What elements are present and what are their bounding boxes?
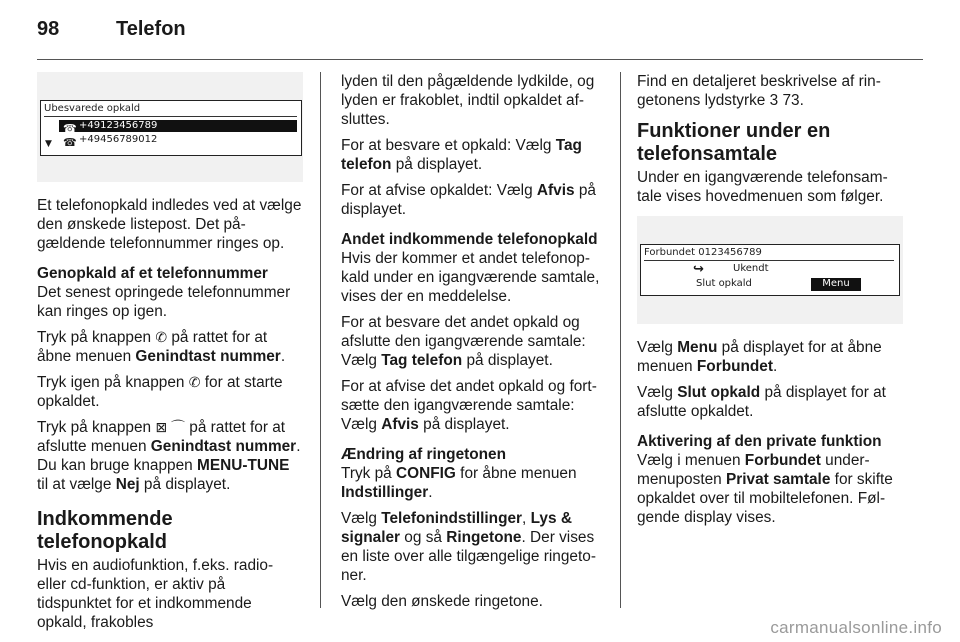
column-divider bbox=[620, 72, 621, 608]
paragraph: Det senest opringede telefonnummer kan ringes op igen. bbox=[37, 284, 291, 320]
paragraph: For at afvise opkaldet: Vælg Afvis på displayet. bbox=[341, 182, 596, 218]
paragraph: Vælg Slut opkald på displayet for at afslutte opkaldet. bbox=[637, 384, 886, 420]
paragraph: lyden til den pågældende lydkilde, og lyden er frakoblet, indtil opkaldet afsluttes. bbox=[341, 73, 595, 128]
paragraph: Tryk på knappen ⊠ ⌒ på rattet for at afslutte menuen Genindtast nummer. Du kan bruge knappen MENU-TUNE til at vælge Nej på displayet. bbox=[37, 419, 301, 493]
subheading: Ændring af ringetonen bbox=[341, 446, 507, 463]
paragraph: Hvis der kommer et andet telefonopkald under en igangværende samtale, vises der en meddelelse. bbox=[341, 250, 600, 305]
section-heading: Indkommende telefonopkald bbox=[37, 508, 173, 553]
page-number: 98 bbox=[37, 18, 60, 40]
menu-option-selected[interactable]: Menu bbox=[811, 278, 861, 291]
missed-call-icon: ☎ bbox=[63, 136, 77, 149]
paragraph: For at besvare et opkald: Vælg Tag telefon på displayet. bbox=[341, 137, 582, 173]
phone-button-icon: ✆ bbox=[188, 374, 201, 390]
display-heading: Ubesvarede opkald bbox=[44, 103, 141, 114]
subheading: Aktivering af den private funktion bbox=[637, 433, 882, 450]
paragraph: For at afvise det andet opkald og fortsætte den igangværende samtale: Vælg Afvis på displayet. bbox=[341, 378, 597, 433]
paragraph: Hvis en audiofunktion, f.eks. radio- eller cd-funktion, er aktiv på tidspunktet for et indkommende opkald, frakobles bbox=[37, 557, 274, 631]
paragraph: Find en detaljeret beskrivelse af ringetonens lydstyrke 3 73. bbox=[637, 73, 881, 109]
paragraph: Tryk på CONFIG for åbne menuen Indstillinger. bbox=[341, 465, 577, 501]
column-1 bbox=[37, 72, 303, 639]
list-item[interactable]: ☎ +49456789012 bbox=[59, 134, 297, 146]
column-divider bbox=[320, 72, 321, 608]
paragraph: For at besvare det andet opkald og afslutte den igangværende samtale: Vælg Tag telefon på displayet. bbox=[341, 314, 586, 369]
connected-call-display bbox=[637, 216, 903, 324]
paragraph: Vælg i menuen Forbundet undermenuposten Privat samtale for skifte opkaldet over til mobiltelefonen. Følgende display vises. bbox=[637, 452, 893, 526]
section-heading: Funktioner under en telefonsamtale bbox=[637, 120, 831, 165]
end-call-option[interactable]: Slut opkald bbox=[696, 278, 752, 289]
arrow-down-icon: ▼ bbox=[45, 139, 52, 149]
paragraph: Tryk igen på knappen ✆ for at starte opkaldet. bbox=[37, 374, 283, 410]
subheading: Genopkald af et telefonnummer bbox=[37, 265, 268, 282]
column-3 bbox=[637, 72, 905, 534]
paragraph: Tryk på knappen ✆ på rattet for at åbne menuen Genindtast nummer. bbox=[37, 329, 286, 365]
caller-name: Ukendt bbox=[733, 263, 769, 274]
paragraph: Vælg den ønskede ringetone. bbox=[341, 593, 543, 610]
phone-button-icon: ✆ bbox=[155, 329, 168, 345]
paragraph: Under en igangværende telefonsamtale vises hovedmenuen som følger. bbox=[637, 169, 888, 205]
missed-call-icon: ☎ bbox=[63, 122, 77, 135]
paragraph: Et telefonopkald indledes ved at vælge den ønskede listepost. Det pågældende telefonnummer ringes op. bbox=[37, 197, 302, 252]
display-heading: Forbundet 0123456789 bbox=[644, 247, 762, 258]
header-divider bbox=[37, 59, 923, 60]
watermark: carmanualsonline.info bbox=[770, 618, 942, 637]
call-transfer-icon: ↪ bbox=[693, 262, 704, 277]
end-call-button-icon: ⊠ ⌒ bbox=[155, 419, 185, 435]
list-item-selected[interactable]: ☎ +49123456789 bbox=[59, 120, 297, 132]
paragraph: Vælg Menu på displayet for at åbne menuen Forbundet. bbox=[637, 339, 882, 375]
paragraph: Vælg Telefonindstillinger, Lys & signaler og så Ringetone. Der vises en liste over alle tilgængelige ringetoner. bbox=[341, 510, 596, 584]
page-title: Telefon bbox=[116, 18, 186, 40]
missed-calls-display bbox=[37, 72, 303, 182]
column-2 bbox=[341, 72, 607, 618]
subheading: Andet indkommende telefonopkald bbox=[341, 231, 598, 248]
page-reference[interactable]: 3 73 bbox=[769, 92, 800, 109]
